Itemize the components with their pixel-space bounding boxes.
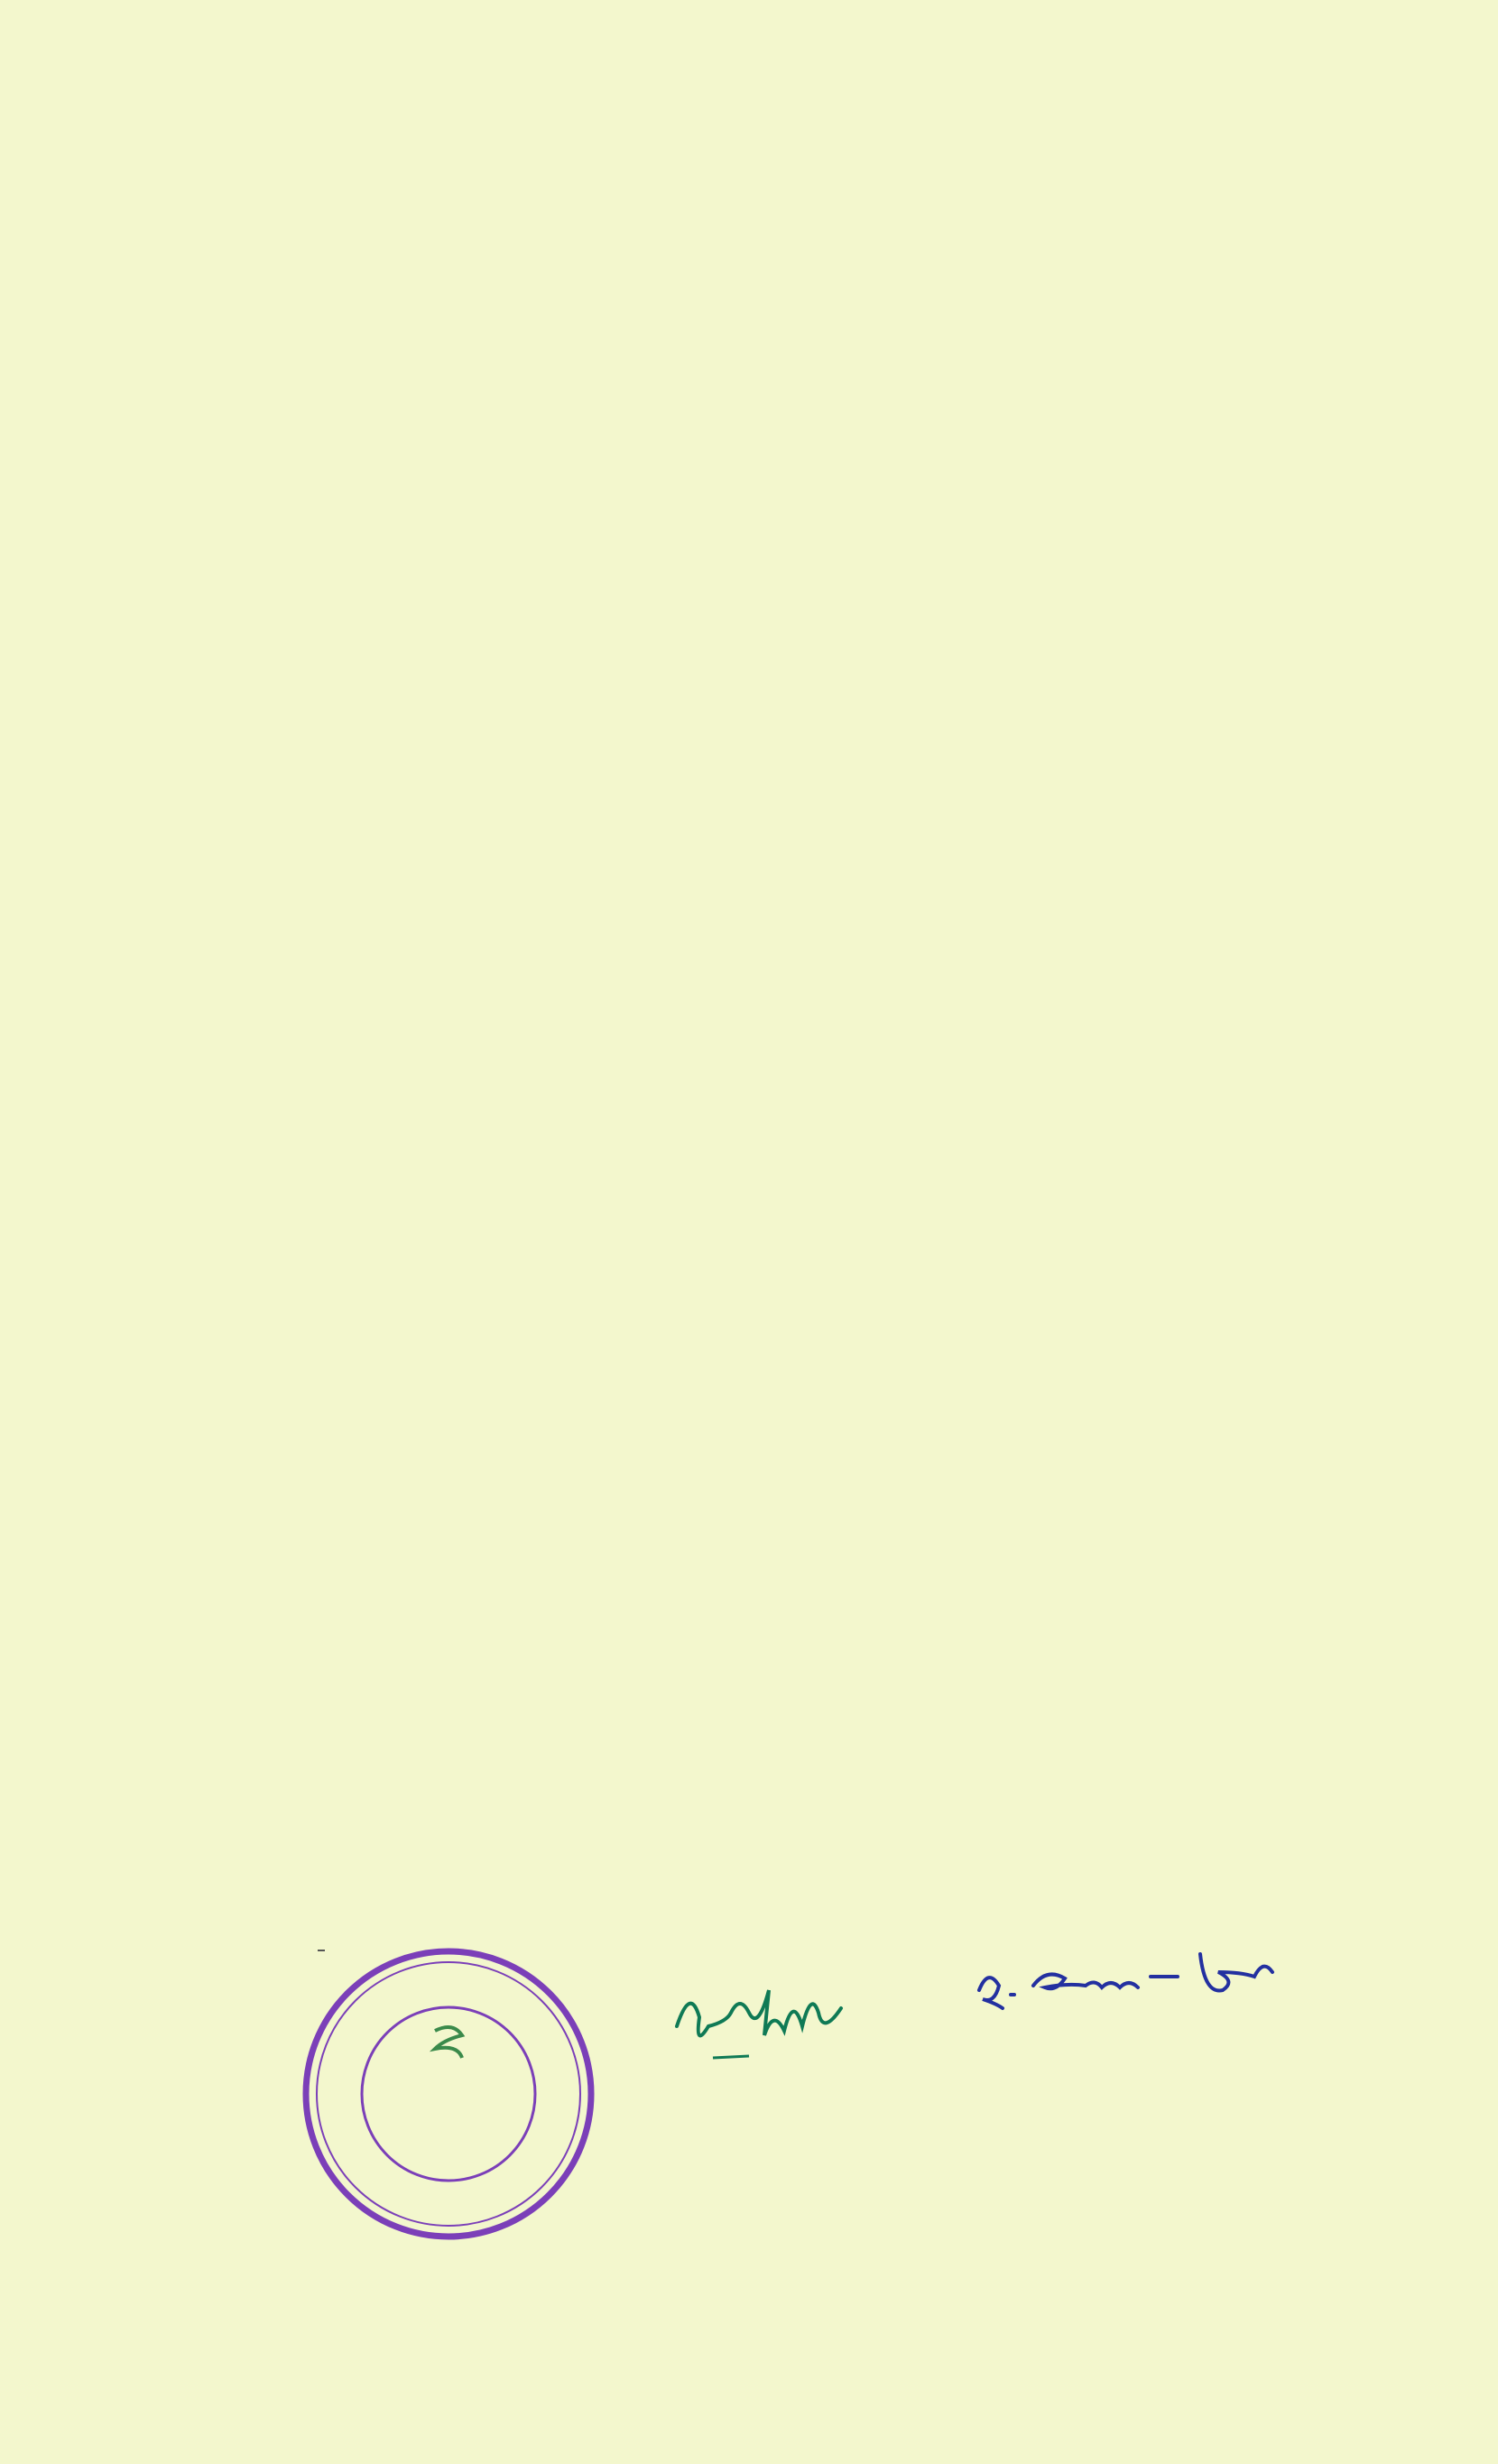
section2-para1 [262, 1232, 1299, 1283]
stamp-initial-mark [435, 2027, 462, 2058]
small-dash [318, 1950, 325, 1951]
notary-stamp [300, 1945, 597, 2243]
blue-signature [961, 1941, 1304, 2022]
section1-para1 [271, 97, 1299, 149]
green-signature [659, 1972, 929, 2071]
